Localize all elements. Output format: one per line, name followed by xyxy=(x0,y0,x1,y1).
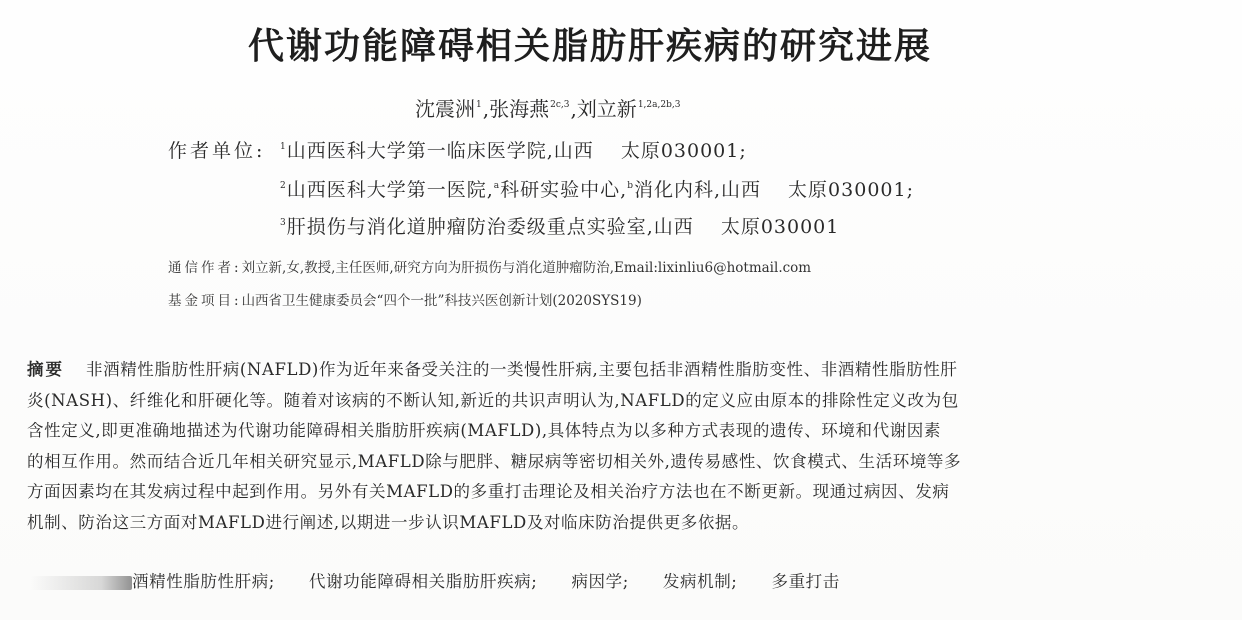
keyword: 病因学; xyxy=(571,572,629,591)
keyword: 酒精性脂肪性肝病; xyxy=(132,572,275,591)
abstract-line: 机制、防治这三方面对MAFLD进行阐述,以期进一步认识MAFLD及对临床防治提供更多依据。 xyxy=(27,512,750,532)
author-affiliation-mark: 1,2a,2b,3 xyxy=(637,100,681,110)
abstract-line: 含性定义,即更准确地描述为代谢功能障碍相关脂肪肝疾病(MAFLD),具体特点为以多种方式表现的遗传、环境和代谢因素 xyxy=(27,421,942,440)
fund-label: 基金项目: xyxy=(168,293,242,309)
keyword: 代谢功能障碍相关脂肪肝疾病; xyxy=(308,572,538,591)
author-name: 刘立新 xyxy=(576,97,637,121)
abstract-line: 摘要 非酒精性脂肪性肝病(NAFLD)作为近年来备受关注的一类慢性肝病,主要包括非酒精性脂肪变性、非酒精性脂肪性肝 xyxy=(27,360,958,379)
keyword: 多重打击 xyxy=(771,572,840,591)
fund-text: 山西省卫生健康委员会“四个一批”科技兴医创新计划(2020SYS19) xyxy=(241,293,642,309)
affiliation-line: $^2$山西医科大学第一医院,$^a$科研实验中心,$^b$消化内科,山西 太原030001; xyxy=(280,179,914,201)
keyword: 发病机制; xyxy=(662,572,738,591)
abstract-heading: 摘要 xyxy=(27,360,64,379)
affiliation-label: 作者单位: xyxy=(168,140,266,162)
abstract xyxy=(27,355,1212,538)
faded-text-overlay xyxy=(30,576,132,590)
author-name: 张海燕 xyxy=(489,97,550,121)
corresponding-author xyxy=(168,256,811,276)
author-affiliation-mark: 1 xyxy=(476,100,482,110)
author-list: 沈震洲$^1$,张海燕$^{2c,3}$,刘立新$^{1,2a,2b,3}$ xyxy=(415,97,681,121)
fund-info xyxy=(168,289,642,309)
author-name: 沈震洲 xyxy=(415,97,475,121)
paper-title: 代谢功能障碍相关脂肪肝疾病的研究进展 xyxy=(247,26,932,67)
corresponding-author-label: 通信作者: xyxy=(168,260,242,276)
affiliation-line: $^1$山西医科大学第一临床医学院,山西 太原030001; xyxy=(280,140,747,162)
keywords xyxy=(30,566,1030,598)
author-affiliation-mark: 2c,3 xyxy=(550,100,570,110)
affiliation-line: $^3$肝损伤与消化道肿瘤防治委级重点实验室,山西 太原030001 xyxy=(280,216,840,238)
corresponding-author-text: 刘立新,女,教授,主任医师,研究方向为肝损伤与消化道肿瘤防治,Email:lixinliu6@hotmail.com xyxy=(241,260,812,276)
abstract-line: 方面因素均在其发病过程中起到作用。另外有关MAFLD的多重打击理论及相关治疗方法也在不断更新。现通过病因、发病 xyxy=(27,482,950,501)
abstract-line: 的相互作用。然而结合近几年相关研究显示,MAFLD除与肥胖、糖尿病等密切相关外,遗传易感性、饮食模式、生活环境等多 xyxy=(27,451,962,471)
abstract-line: 炎(NASH)、纤维化和肝硬化等。随着对该病的不断认知,新近的共识声明认为,NAFLD的定义应由原本的排除性定义改为包 xyxy=(27,390,959,410)
